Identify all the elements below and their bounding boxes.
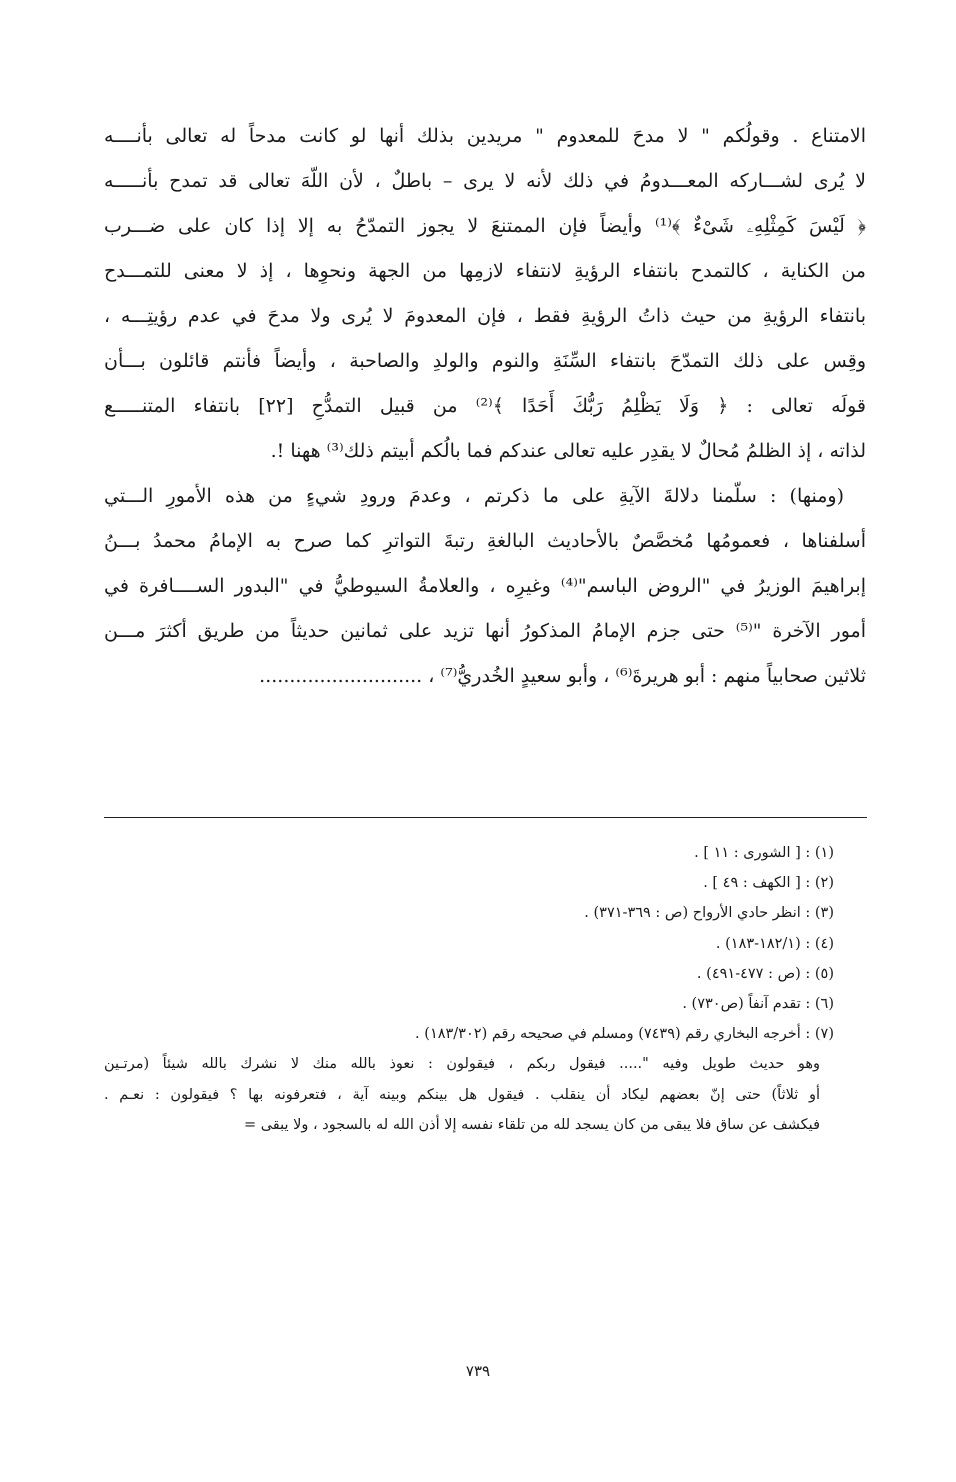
main-text-line: لا يُرى لشـــاركه المعـــدومُ في ذلك لأنه لا يرى – باطلٌ ، لأن اللّهَ تعالى قد تمدح بأنـــــه <box>104 170 866 192</box>
main-text-line: لذاته ، إذ الظلمُ مُحالٌ لا يقدِر عليه تعالى عندكم فما بالُكم أبيتم ذلك⁽³⁾ ههنا !. <box>270 440 866 462</box>
footnote-item: (٦) : تقدم آنفاً (ص٧٣٠) . <box>682 995 834 1012</box>
page-number: ٧٣٩ <box>465 1362 491 1380</box>
footnote-item: (٣) : انظر حادي الأرواح (ص : ٣٦٩-٣٧١) . <box>584 905 834 922</box>
footnote-item: (٥) : (ص : ٤٧٧-٤٩١) . <box>696 965 834 982</box>
footnote-continuation-line: أو ثلاثاً) حتى إنّ بعضهم ليكاد أن ينقلب . فيقول هل بينكم وبينه آية ، فتعرفونه بها ؟ فيقولون : نعـم . <box>104 1086 820 1103</box>
main-text-line: (ومنها) : سلّمنا دلالةَ الآيةِ على ما ذكرتم ، وعدمَ ورودِ شيءٍ من هذه الأمورِ الـــتي <box>104 485 844 507</box>
main-text-line: أمور الآخرة "⁽⁵⁾ حتى جزم الإمامُ المذكورُ أنها تزيد على ثمانين حديثاً من طريق أكثرَ مـــن <box>104 620 866 642</box>
main-text-line: من الكناية ، كالتمدح بانتفاء الرؤيةِ لانتفاء لازمِها من الجهة ونحوِها ، إذ لا معنى للتمـــدح <box>104 260 866 282</box>
main-text-line: ثلاثين صحابياً منهم : أبو هريرةَ⁽⁶⁾ ، وأبو سعيدٍ الخُدريُّ⁽⁷⁾ ، ........................... <box>259 665 866 687</box>
main-text-line: قولَه تعالى : ﴿ وَلَا يَظْلِمُ رَبُّكَ أَحَدًا ﴾⁽²⁾ من قبيل التمدُّحِ [٢٢] بانتفاء المتنـــــع <box>104 395 866 417</box>
footnote-item: (٧) : أخرجه البخاري رقم (٧٤٣٩) ومسلم في صحيحه رقم (١٨٣/٣٠٢) . <box>415 1026 834 1043</box>
main-text-line: أسلفناها ، فعمومُها مُخصَّصٌ بالأحاديث البالغةِ رتبةَ التواترِ كما صرح به الإمامُ محمدُ بـــنُ <box>104 530 866 552</box>
main-text-line: إبراهيمَ الوزيرُ في "الروض الباسم"⁽⁴⁾ وغيرِه ، والعلامةُ السيوطيُّ في "البدور الســــافرة في <box>104 575 866 597</box>
footnote-item: (١) : [ الشورى : ١١ ] . <box>694 845 834 861</box>
footnote-continuation-line: وهو حديث طويل وفيه "..... فيقول ربكم ، فيقولون : نعوذ بالله منك لا نشرك بالله شيئاً (مرتـين <box>104 1056 820 1073</box>
main-text-body <box>104 114 866 699</box>
footnote-item: (٢) : [ الكهف : ٤٩ ] . <box>703 875 834 892</box>
main-text-line: ﴿ لَيْسَ كَمِثْلِهِۦ شَىْءٌ ﴾⁽¹⁾ وأيضاً فإن الممتنعَ لا يجوز التمدّحُ به إلا إذا كان على ضـــرب <box>104 215 866 237</box>
footnote-continuation-line: فيكشف عن ساق فلا يبقى من كان يسجد لله من تلقاء نفسه إلا أذن الله له بالسجود ، ولا يبقى = <box>243 1116 820 1133</box>
main-text-line: وقِس على ذلك التمدّحَ بانتفاء السِّنَةِ والنوم والولدِ والصاحبة ، وأيضاً فأنتم قائلون بـــأن <box>104 350 866 372</box>
main-text-line: الامتناع . وقولُكم " لا مدحَ للمعدوم " مريدين بذلك أنها لو كانت مدحاً له تعالى بأنــــه <box>104 125 866 147</box>
main-text-line: بانتفاء الرؤيةِ من حيث ذاتُ الرؤيةِ فقط ، فإن المعدومَ لا يُرى ولا مدحَ في عدم رؤيتِـــه ، <box>104 305 866 327</box>
footnotes-section <box>104 838 834 1140</box>
footnote-item: (٤) : (١٨٢/١-١٨٣) . <box>715 935 834 952</box>
footnote-divider <box>104 817 867 818</box>
